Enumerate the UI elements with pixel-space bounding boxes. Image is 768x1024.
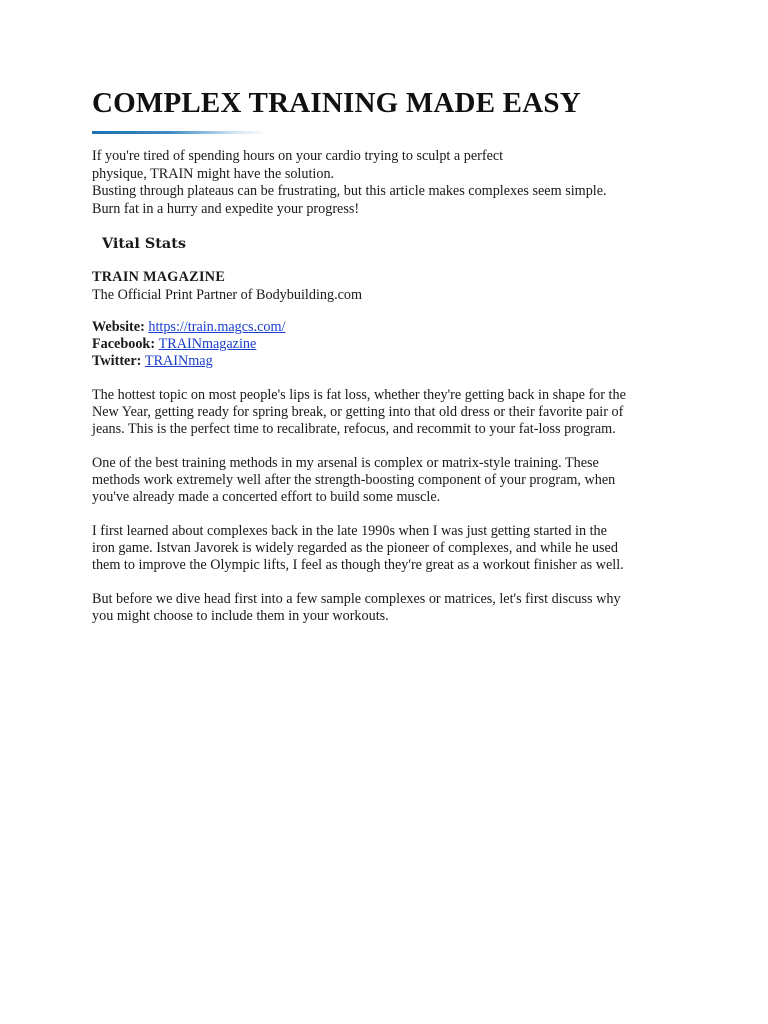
paragraph-line: you might choose to include them in your workouts. — [92, 608, 389, 624]
paragraph-line: I first learned about complexes back in the late 1990s when I was just getting started in the — [92, 523, 607, 539]
title-underline-rule — [92, 131, 267, 134]
paragraph-line: The hottest topic on most people's lips is fat loss, whether they're getting back in shape for the — [92, 387, 626, 403]
magazine-name: TRAIN MAGAZINE — [92, 269, 226, 285]
facebook-row — [92, 336, 692, 353]
facebook-label: Facebook: — [92, 336, 159, 352]
paragraph-line: jeans. This is the perfect time to recalibrate, refocus, and recommit to your fat-loss program. — [92, 421, 616, 437]
intro-line: Busting through plateaus can be frustrating, but this article makes complexes seem simple. — [92, 183, 607, 199]
website-row — [92, 319, 692, 336]
body-paragraph — [92, 387, 692, 438]
paragraph-line: you've already made a concerted effort to build some muscle. — [92, 489, 441, 505]
social-links — [92, 319, 692, 370]
intro-line: Burn fat in a hurry and expedite your progress! — [92, 200, 360, 217]
paragraph-line: But before we dive head first into a few sample complexes or matrices, let's first discuss why — [92, 591, 621, 607]
paragraph-line: One of the best training methods in my arsenal is complex or matrix-style training. These — [92, 455, 599, 471]
twitter-label: Twitter: — [92, 353, 145, 369]
document-page — [92, 84, 692, 625]
facebook-link[interactable]: TRAINmagazine — [158, 336, 257, 352]
website-label: Website: — [92, 319, 149, 335]
paragraph-line: New Year, getting ready for spring break, or getting into that old dress or their favorite pair of — [92, 404, 624, 420]
body-paragraph — [92, 523, 692, 574]
intro-paragraph — [92, 148, 692, 218]
intro-line: If you're tired of spending hours on your cardio trying to sculpt a perfect — [92, 148, 504, 164]
twitter-link[interactable]: TRAINmag — [144, 353, 213, 369]
paragraph-line: iron game. Istvan Javorek is widely regarded as the pioneer of complexes, and while he used — [92, 540, 618, 556]
magazine-tagline: The Official Print Partner of Bodybuilding.com — [92, 286, 363, 303]
article-title: COMPLEX TRAINING MADE EASY — [92, 87, 581, 119]
paragraph-line: them to improve the Olympic lifts, I feel as though they're great as a workout finisher as well. — [92, 557, 624, 573]
intro-line: physique, TRAIN might have the solution. — [92, 165, 335, 182]
paragraph-line: methods work extremely well after the strength-boosting component of your program, when — [92, 472, 616, 488]
body-paragraph — [92, 591, 692, 625]
twitter-row — [92, 353, 692, 370]
body-paragraph — [92, 455, 692, 506]
section-heading-vital-stats: Vital Stats — [102, 235, 186, 252]
website-link[interactable]: https://train.magcs.com/ — [148, 319, 286, 335]
magazine-info — [92, 269, 692, 304]
